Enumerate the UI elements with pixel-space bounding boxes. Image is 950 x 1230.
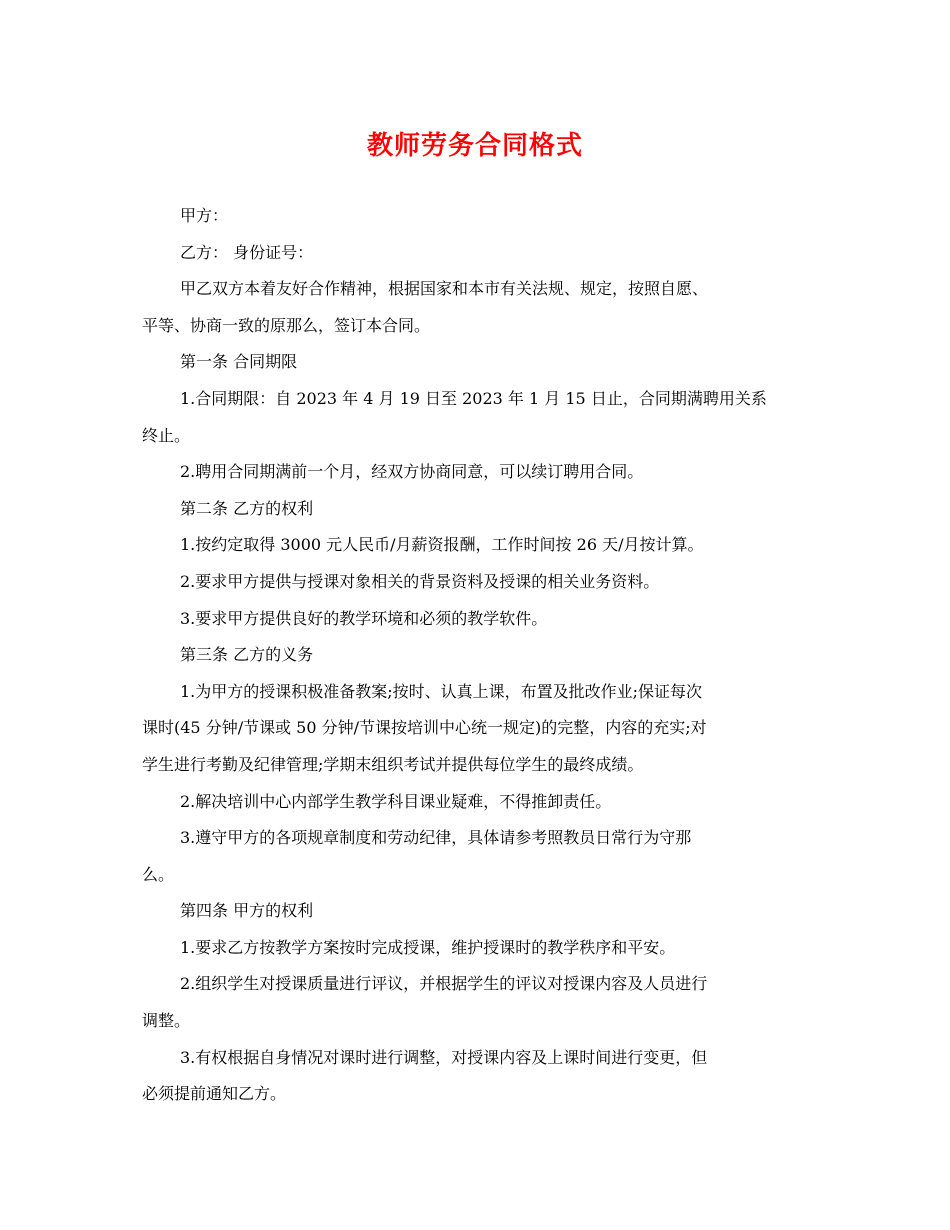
document-title: 教师劳务合同格式 (366, 131, 583, 161)
paragraph (142, 966, 810, 1039)
paragraph (142, 271, 810, 344)
paragraph-line: 第二条 乙方的权利 (180, 498, 314, 518)
paragraph-line: 2.聘用合同期满前一个月，经双方协商同意，可以续订聘用合同。 (180, 462, 644, 482)
paragraph (142, 893, 810, 930)
document-body (142, 198, 810, 1113)
paragraph (142, 198, 810, 235)
paragraph-line: 1.要求乙方按教学方案按时完成授课，维护授课时的教学秩序和平安。 (180, 937, 676, 957)
paragraph-line: 平等、协商一致的原那么，签订本合同。 (142, 315, 431, 335)
paragraph-line: 么。 (142, 864, 175, 884)
paragraph-line: 甲方： (180, 206, 229, 225)
paragraph (142, 1040, 810, 1113)
paragraph (142, 820, 810, 893)
paragraph (142, 527, 810, 564)
paragraph (142, 674, 810, 784)
paragraph-line: 调整。 (142, 1011, 191, 1031)
paragraph (142, 344, 810, 381)
paragraph-line: 第三条 乙方的义务 (180, 645, 314, 665)
paragraph-line: 1.按约定取得 3000 元人民币/月薪资报酬，工作时间按 26 天/月按计算。 (180, 535, 704, 555)
paragraph-line: 必须提前通知乙方。 (142, 1084, 287, 1104)
paragraph (142, 381, 810, 454)
paragraph (142, 784, 810, 821)
paragraph (142, 637, 810, 674)
paragraph (142, 601, 810, 638)
paragraph-line: 3.要求甲方提供良好的教学环境和必须的教学软件。 (180, 608, 548, 628)
paragraph (142, 564, 810, 601)
paragraph (142, 454, 810, 491)
paragraph-line: 学生进行考勤及纪律管理;学期末组织考试并提供每位学生的最终成绩。 (142, 754, 644, 774)
paragraph-line: 课时(45 分钟/节课或 50 分钟/节课按培训中心统一规定)的完整，内容的充实;对 (142, 718, 707, 738)
paragraph-line: 3.有权根据自身情况对课时进行调整，对授课内容及上课时间进行变更，但 (180, 1047, 708, 1067)
paragraph-line: 乙方： 身份证号： (180, 242, 314, 262)
paragraph-line: 第四条 甲方的权利 (180, 901, 314, 921)
paragraph-line: 1.为甲方的授课积极准备教案;按时、认真上课，布置及批改作业;保证每次 (180, 681, 703, 701)
paragraph (142, 930, 810, 967)
paragraph-line: 2.解决培训中心内部学生教学科目课业疑难，不得推卸责任。 (180, 791, 612, 811)
paragraph-line: 甲乙双方本着友好合作精神，根据国家和本市有关法规、规定，按照自愿、 (180, 279, 709, 299)
paragraph-line: 2.组织学生对授课质量进行评议，并根据学生的评议对授课内容及人员进行 (180, 974, 708, 994)
paragraph (142, 235, 810, 272)
paragraph (142, 491, 810, 528)
paragraph-line: 1.合同期限：自 2023 年 4 月 19 日至 2023 年 1 月 15 日止，合同期满聘用关系 (180, 388, 767, 408)
paragraph-line: 2.要求甲方提供与授课对象相关的背景资料及授课的相关业务资料。 (180, 571, 660, 591)
paragraph-line: 3.遵守甲方的各项规章制度和劳动纪律，具体请参考照教员日常行为守那 (180, 828, 692, 848)
paragraph-line: 终止。 (142, 425, 191, 445)
paragraph-line: 第一条 合同期限 (180, 352, 298, 372)
